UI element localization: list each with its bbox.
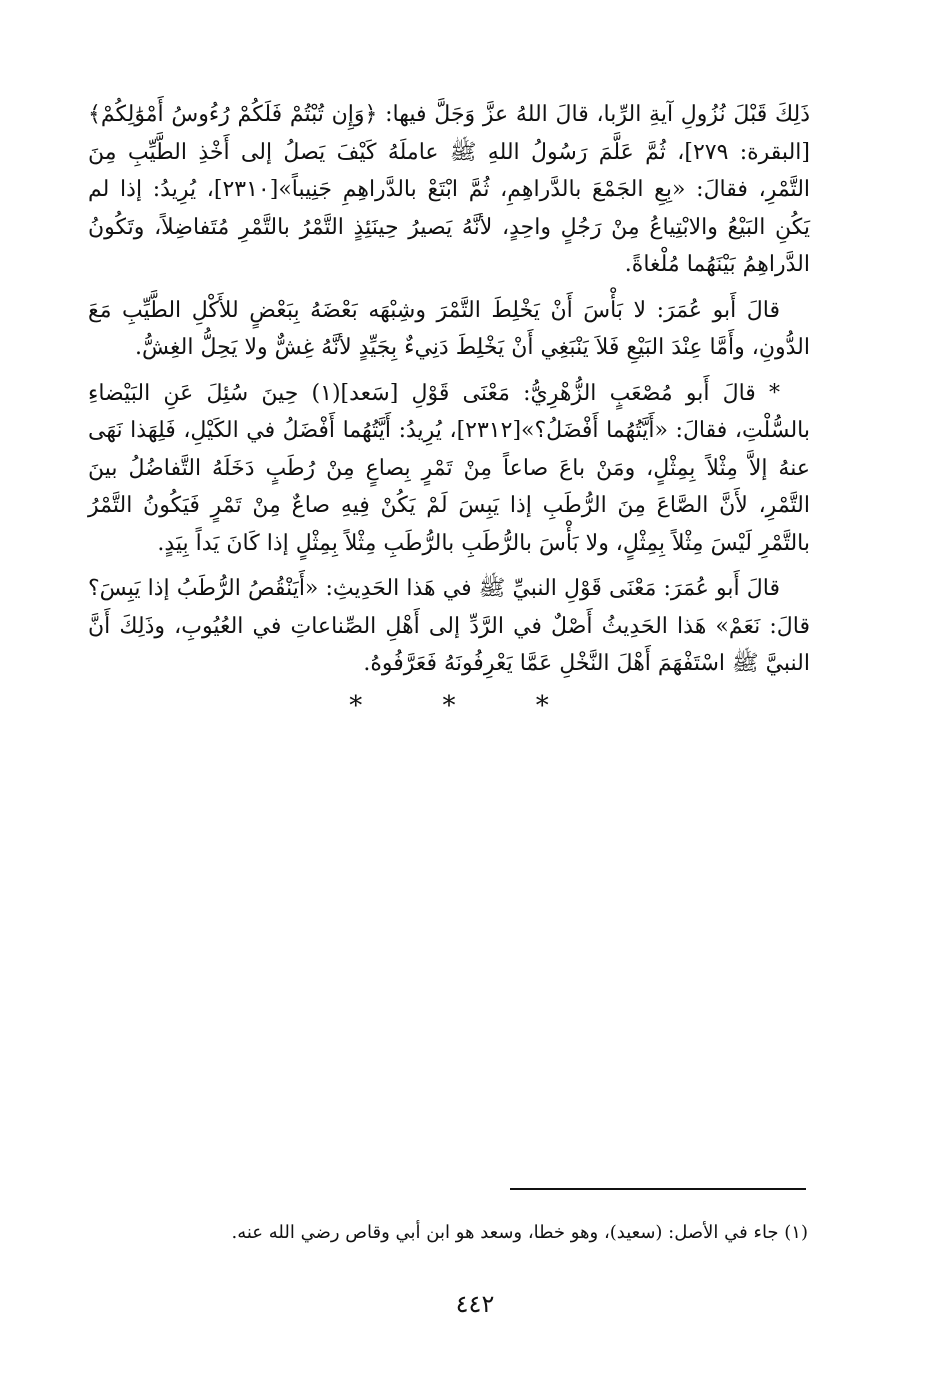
paragraph-4: قالَ أَبو عُمَرَ: مَعْنَى قَوْلِ النبيِّ ﷺ في هَذا الحَدِيثِ: «أَيَنْقُصُ الرُّطَبُ إذا يَبِسَ؟ قالَ: نَعَمْ» هَذا الحَدِيثُ أَصْلٌ في الرَّدِّ إلى أَهْلِ الصِّناعاتِ في العُيُوبِ، وذَلِكَ أَنَّ النبيَّ ﷺ اسْتَفْهَمَ أَهْلَ النَّخْلِ عَمَّا يَعْرِفُونَهُ فَعَرَّفُوهُ. [88,576,810,676]
footnote: (١) جاء في الأصل: (سعيد)، وهو خطا، وسعد هو ابن أبي وقاص رضي الله عنه. [231,1222,808,1243]
page-number: ٤٤٢ [455,1290,495,1318]
page-body [88,96,810,721]
section-separator: * * * [349,690,585,721]
paragraph-1: ذَلِكَ قَبْلَ نُزُولِ آيةِ الرِّبا، قالَ اللهُ عزَّ وَجَلَّ فيها: ﴿وَإِن تُبْتُمْ فَلَكُمْ رُءُوسُ أَمْوَٰلِكُمْ﴾[البقرة: ٢٧٩]، ثُمَّ عَلَّمَ رَسُولُ اللهِ ﷺ عاملَهُ كَيْفَ يَصلُ إلى أَخْذِ الطَّيِّبِ مِنَ التَّمْرِ، فقالَ: «بِعِ الجَمْعَ بالدَّراهِمِ، ثُمَّ ابْتَعْ بالدَّراهِمِ جَنِيباً»[٢٣١٠]، يُرِيدُ: إذا لم يَكُنِ البَيْعُ والابْتِياعُ مِنْ رَجُلٍ واحِدٍ، لأنَّهُ يَصيرُ حِينَئِذٍ التَّمْرُ بالتَّمْرِ مُتَفاضِلاً، وتَكُونُ الدَّراهِمُ بَيْنَهُما مُلْغاةً. [88,102,811,277]
paragraph-3: * قالَ أَبو مُصْعَبٍ الزُّهْرِيُّ: مَعْنَى قَوْلِ [سَعد](١) حِينَ سُئِلَ عَنِ البَيْضاءِ بالسُّلْتِ، فقالَ: «أَيَّتُهُما أَفْضَلُ؟»[٢٣١٢]، يُرِيدُ: أَيَّتُهُما أَفْضَلُ في الكَيْلِ، فَلِهَذا نَهَى عنهُ إلاَّ مِثْلاً بِمِثْلٍ، ومَنْ باعَ صاعاً مِنْ تَمْرٍ بِصاعٍ مِنْ رُطَبٍ دَخَلَهُ التَّفاضُلُ بينَ التَّمْرِ، لأَنَّ الصَّاعَ مِنَ الرُّطَبِ إذا يَبِسَ لَمْ يَكُنْ فِيهِ صاعٌ مِنْ تَمْرٍ فَيَكُونُ التَّمْرُ بالتَّمْرِ لَيْسَ مِثْلاً بِمِثْلٍ، ولا بَأْسَ بالرُّطَبِ بالرُّطَبِ مِثْلاً بِمِثْلٍ إذا كَانَ يَداً بِيَدٍ. [88,380,810,556]
footnote-divider [510,1188,806,1190]
paragraph-2: قالَ أَبو عُمَرَ: لا بَأْسَ أَنْ يَخْلِطَ التَّمْرَ وشِبْهَه بَعْضَهُ بِبَعْضٍ للأَكْلِ الطَّيِّبِ مَعَ الدُّونِ، وأَمَّا عِنْدَ البَيْعِ فَلاَ يَنْبَغِي أَنْ يَخْلِطَ دَنِيءٌ بِجَيِّدٍ لأنَّهُ غِشٌّ ولا يَحِلُّ الغِشُّ. [88,297,810,360]
